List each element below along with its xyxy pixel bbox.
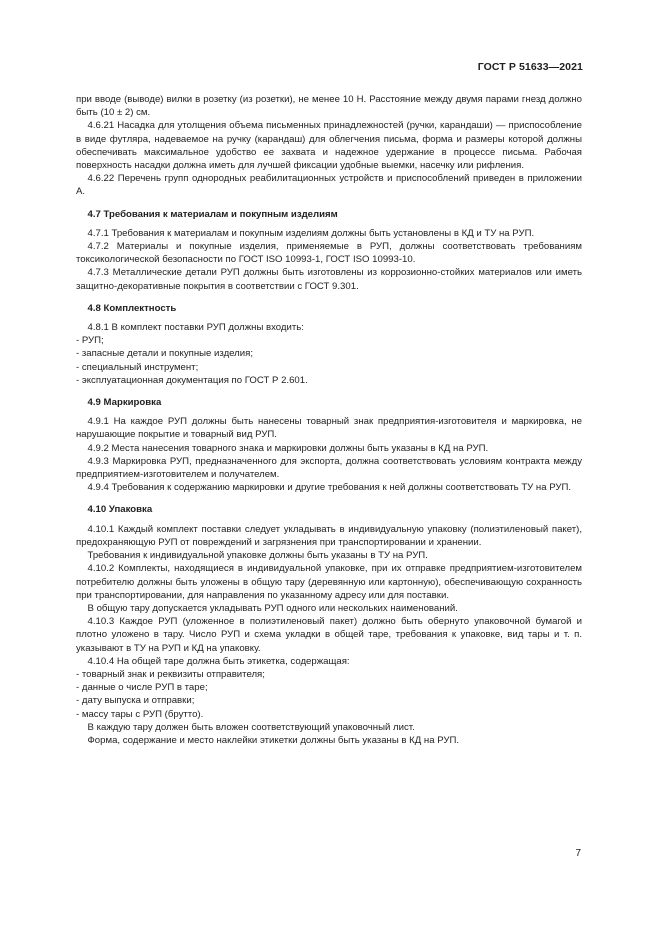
- section-heading-4-9: 4.9 Маркировка: [87, 397, 162, 409]
- paragraph-4-7-3: 4.7.3 Металлические детали РУП должны быть изготовлены из коррозионно-стойких материалов или иметь защитно-декоративные покрытия в соответствии с ГОСТ 9.301.: [76, 267, 582, 292]
- paragraph-4-9-2: 4.9.2 Места нанесения товарного знака и маркировки должны быть указаны в КД на РУП.: [87, 442, 489, 454]
- paragraph-continuation: при вводе (выводе) вилки в розетку (из розетки), не менее 10 Н. Расстояние между двумя парами гнезд должно быть (10 ± 2) см.: [76, 94, 582, 119]
- section-heading-4-10: 4.10 Упаковка: [87, 504, 153, 516]
- list-item: - дату выпуска и отправки;: [76, 695, 195, 707]
- paragraph-4-7-2: 4.7.2 Материалы и покупные изделия, применяемые в РУП, должны соответствовать требованиям токсикологической безопасности по ГОСТ ISO 10993-1, ГОСТ ISO 10993-10.: [76, 241, 582, 266]
- paragraph-4-10-2: 4.10.2 Комплекты, находящиеся в индивидуальной упаковке, при их отправке предприятием-изготовителем потребителю должны быть уложены в общую тару (деревянную или картонную), обеспечивающую сохранность при транспортировании, для направления по указанному адресу или для поставки.: [76, 563, 582, 601]
- list-item: - запасные детали и покупные изделия;: [76, 348, 254, 360]
- document-body: [76, 93, 582, 747]
- paragraph-4-10-1: 4.10.1 Каждый комплект поставки следует укладывать в индивидуальную упаковку (полиэтиленовый пакет), предохраняющую РУП от повреждений и загрязнения при транспортировании и хранении.: [76, 523, 582, 548]
- list-item: - массу тары с РУП (брутто).: [76, 708, 204, 720]
- paragraph-4-8-1: 4.8.1 В комплект поставки РУП должны входить:: [87, 322, 304, 334]
- list-item: - РУП;: [76, 335, 104, 347]
- section-heading-4-8: 4.8 Комплектность: [87, 302, 177, 314]
- list-item: - специальный инструмент;: [76, 361, 199, 373]
- paragraph-4-10-4: 4.10.4 На общей таре должна быть этикетка, содержащая:: [87, 655, 350, 667]
- list-item: - данные о числе РУП в таре;: [76, 682, 208, 694]
- paragraph-4-10-2b: В общую тару допускается укладывать РУП одного или нескольких наименований.: [87, 602, 458, 614]
- paragraph-4-10-1b: Требования к индивидуальной упаковке должны быть указаны в ТУ на РУП.: [87, 550, 428, 562]
- paragraph-4-9-4: 4.9.4 Требования к содержанию маркировки и другие требования к ней должны соответствовать ТУ на РУП.: [87, 482, 572, 494]
- paragraph-4-10-4b: В каждую тару должен быть вложен соответствующий упаковочный лист.: [87, 721, 415, 733]
- section-heading-4-7: 4.7 Требования к материалам и покупным изделиям: [87, 208, 338, 220]
- list-item: - эксплуатационная документация по ГОСТ Р 2.601.: [76, 374, 308, 386]
- page-number: 7: [575, 848, 581, 859]
- standard-number: ГОСТ Р 51633—2021: [477, 61, 583, 73]
- paragraph-4-9-1: 4.9.1 На каждое РУП должны быть нанесены товарный знак предприятия-изготовителя и маркировка, не нарушающие покрытие и товарный вид РУП.: [76, 416, 582, 441]
- paragraph-4-7-1: 4.7.1 Требования к материалам и покупным изделиям должны быть установлены в КД и ТУ на РУП.: [87, 227, 535, 239]
- paragraph-4-10-3: 4.10.3 Каждое РУП (уложенное в полиэтиленовый пакет) должно быть обернуто упаковочной бумагой и плотно уложено в тару. Число РУП и схема укладки в общей таре, требования к упаковке, вид тары и т. п. указывают в ТУ на РУП и КД на упаковку.: [76, 616, 582, 654]
- paragraph-4-9-3: 4.9.3 Маркировка РУП, предназначенного для экспорта, должна соответствовать условиям контракта между предприятием-изготовителем и получателем.: [76, 455, 582, 481]
- paragraph-4-10-4c: Форма, содержание и место наклейки этикетки должны быть указаны в КД на РУП.: [87, 734, 460, 746]
- list-item: - товарный знак и реквизиты отправителя;: [76, 668, 265, 680]
- paragraph-4-6-22: 4.6.22 Перечень групп однородных реабилитационных устройств и приспособлений приведен в приложении А.: [76, 173, 582, 198]
- paragraph-4-6-21: 4.6.21 Насадка для утолщения объема письменных принадлежностей (ручки, карандаши) — приспособление в виде футляра, надеваемое на ручку (карандаш) для облегчения письма, форма и размеры которой должны обеспечивать максимальное удобство ее захвата и надежное удержание в процессе письма. Рабочая поверхность насадки должна иметь для лучшей фиксации удобные выемки, насечку или рифления.: [76, 120, 582, 172]
